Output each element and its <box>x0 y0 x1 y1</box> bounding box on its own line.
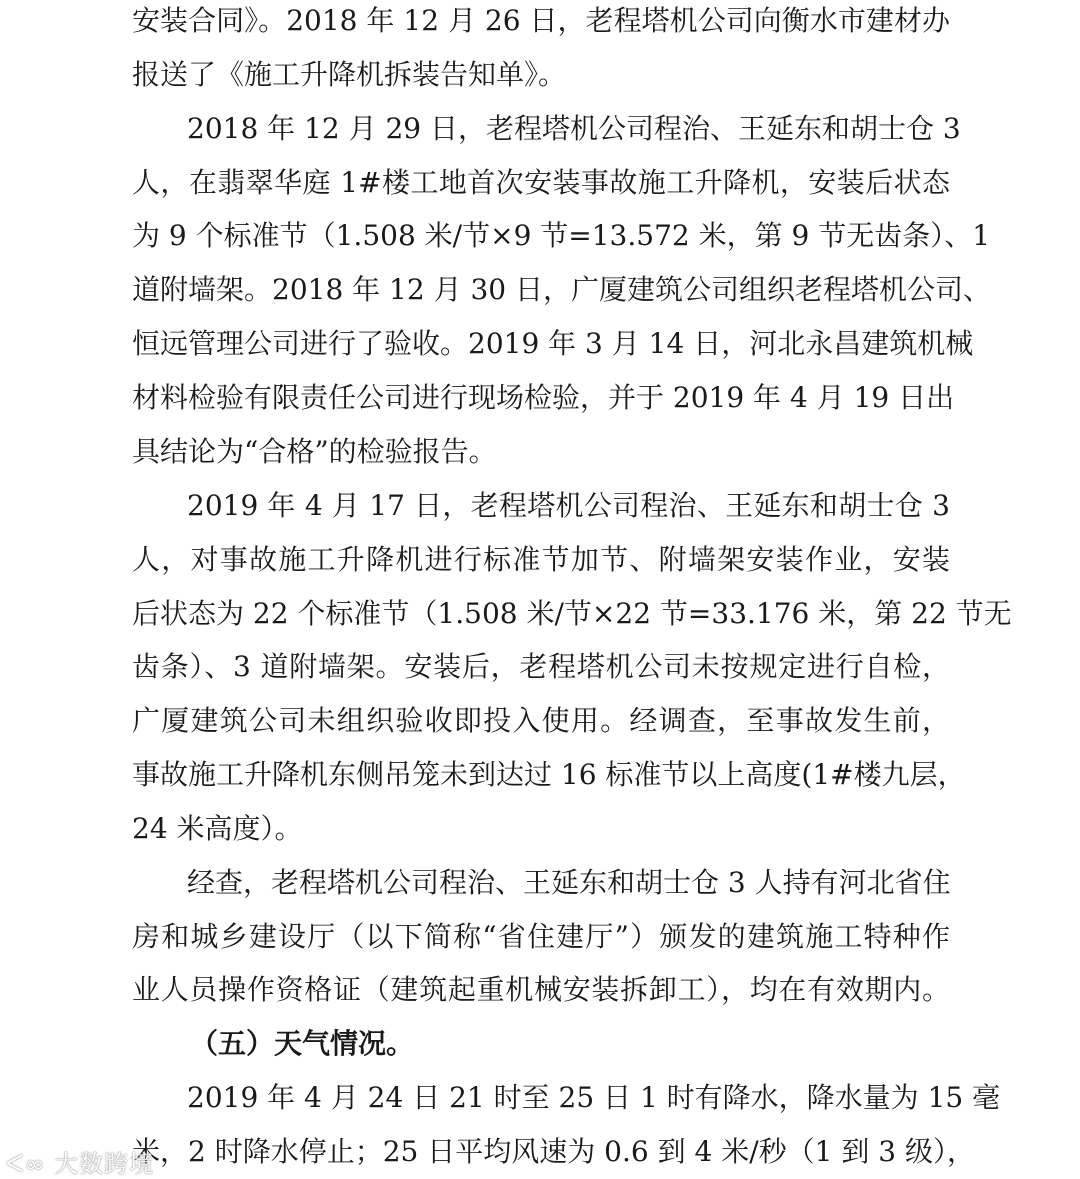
text-line: 安装合同》。2018 年 12 月 26 日，老程塔机公司向衡水市建材办 <box>132 4 950 37</box>
text-line: 房和城乡建设厅（以下简称“省住建厅”）颁发的建筑施工特种作 <box>132 920 950 953</box>
text-line: 2019 年 4 月 24 日 21 时至 25 日 1 时有降水，降水量为 15 毫 <box>187 1081 1001 1114</box>
text-line: 报送了《施工升降机拆装告知单》。 <box>132 58 567 91</box>
section-heading: （五）天气情况。 <box>190 1027 415 1060</box>
watermark-text: 大数跨境 <box>54 1150 155 1178</box>
text-line: 2018 年 12 月 29 日，老程塔机公司程治、王延东和胡士仓 3 <box>187 112 961 145</box>
text-line: 为 9 个标准节（1.508 米/节×9 节=13.572 米，第 9 节无齿条）、1 <box>132 219 991 252</box>
text-line: 24 米高度）。 <box>132 812 303 845</box>
text-line: 事故施工升降机东侧吊笼未到达过 16 标准节以上高度(1#楼九层， <box>132 758 966 791</box>
watermark-icon: ᐸ∞ <box>6 1150 46 1178</box>
text-line: 道附墙架。2018 年 12 月 30 日，广厦建筑公司组织老程塔机公司、 <box>132 273 992 306</box>
text-line: 经查，老程塔机公司程治、王延东和胡士仓 3 人持有河北省住 <box>187 866 951 899</box>
text-line: 后状态为 22 个标准节（1.508 米/节×22 节=33.176 米，第 22 节无 <box>132 597 1012 630</box>
text-line: 人，在翡翠华庭 1#楼工地首次安装事故施工升降机，安装后状态 <box>132 166 950 199</box>
text-line: 人，对事故施工升降机进行标准节加节、附墙架安装作业，安装 <box>132 543 950 576</box>
text-line: 恒远管理公司进行了验收。2019 年 3 月 14 日，河北永昌建筑机械 <box>132 327 974 360</box>
watermark-logo <box>6 1144 154 1179</box>
text-line: 齿条）、3 道附墙架。安装后，老程塔机公司未按规定进行自检， <box>132 650 950 683</box>
text-line: 广厦建筑公司未组织验收即投入使用。经调查，至事故发生前， <box>132 704 950 737</box>
text-line: 具结论为“合格”的检验报告。 <box>132 435 497 468</box>
text-line: 2019 年 4 月 17 日，老程塔机公司程治、王延东和胡士仓 3 <box>187 489 950 522</box>
text-line: 业人员操作资格证（建筑起重机械安装拆卸工），均在有效期内。 <box>132 973 950 1006</box>
text-line: 材料检验有限责任公司进行现场检验，并于 2019 年 4 月 19 日出 <box>132 381 955 414</box>
text-line: 米，2 时降水停止；25 日平均风速为 0.6 到 4 米/秒（1 到 3 级）， <box>132 1135 975 1168</box>
